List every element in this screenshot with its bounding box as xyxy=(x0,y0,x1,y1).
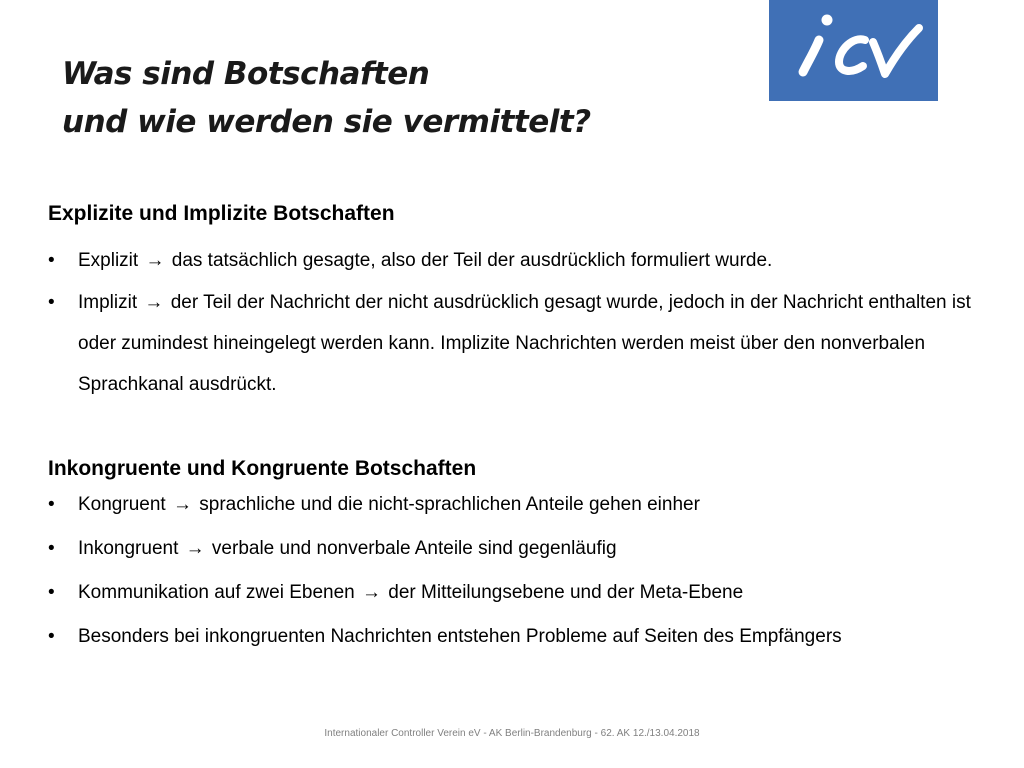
bullet-list xyxy=(48,240,1008,405)
item-term: Implizit xyxy=(78,292,138,313)
arrow-right-icon: → xyxy=(145,250,165,271)
section-incongruent-congruent xyxy=(48,456,1008,668)
arrow-right-icon: → xyxy=(362,582,381,603)
title-line-1: Was sind Botschaften xyxy=(62,56,430,92)
item-term: Kongruent xyxy=(78,494,166,515)
section-heading: Explizite und Implizite Botschaften xyxy=(48,202,395,225)
item-term: Kommunikation auf zwei Ebenen xyxy=(78,582,355,603)
list-item xyxy=(48,492,1008,518)
list-item xyxy=(48,624,1008,650)
section-heading: Inkongruente und Kongruente Botschaften xyxy=(48,457,477,480)
arrow-right-icon: → xyxy=(172,494,192,515)
section-explicit-implicit xyxy=(48,201,1008,405)
slide-footer: Internationaler Controller Verein eV - AK Berlin-Brandenburg - 62. AK 12./13.04.2018 xyxy=(324,728,700,739)
item-text: der Mitteilungsebene und der Meta-Ebene xyxy=(388,582,744,603)
list-item xyxy=(48,240,1008,281)
item-text: das tatsächlich gesagte, also der Teil der ausdrücklich formuliert wurde. xyxy=(171,250,773,271)
title-line-2: und wie werden sie vermittelt? xyxy=(62,104,591,140)
bullet-list xyxy=(48,492,1008,650)
item-text: verbale und nonverbale Anteile sind gegenläufig xyxy=(211,538,617,559)
item-text: der Teil der Nachricht der nicht ausdrücklich gesagt wurde, jedoch in der Nachricht enthalten ist oder zumindest hineingelegt werden kann. Implizite Nachrichten werden meist über den nonverbalen Sprachkanal ausdrückt. xyxy=(78,292,971,395)
list-item xyxy=(48,536,1008,562)
item-term: Explizit xyxy=(78,250,139,271)
item-text: Besonders bei inkongruenten Nachrichten entstehen Probleme auf Seiten des Empfängers xyxy=(78,626,842,647)
slide-title xyxy=(62,50,742,146)
icv-logo xyxy=(769,0,938,101)
list-item xyxy=(48,580,1008,606)
arrow-right-icon: → xyxy=(144,292,164,313)
item-text: sprachliche und die nicht-sprachlichen Anteile gehen einher xyxy=(199,494,700,515)
item-term: Inkongruent xyxy=(78,538,179,559)
list-item xyxy=(48,282,1008,405)
arrow-right-icon: → xyxy=(185,538,205,559)
